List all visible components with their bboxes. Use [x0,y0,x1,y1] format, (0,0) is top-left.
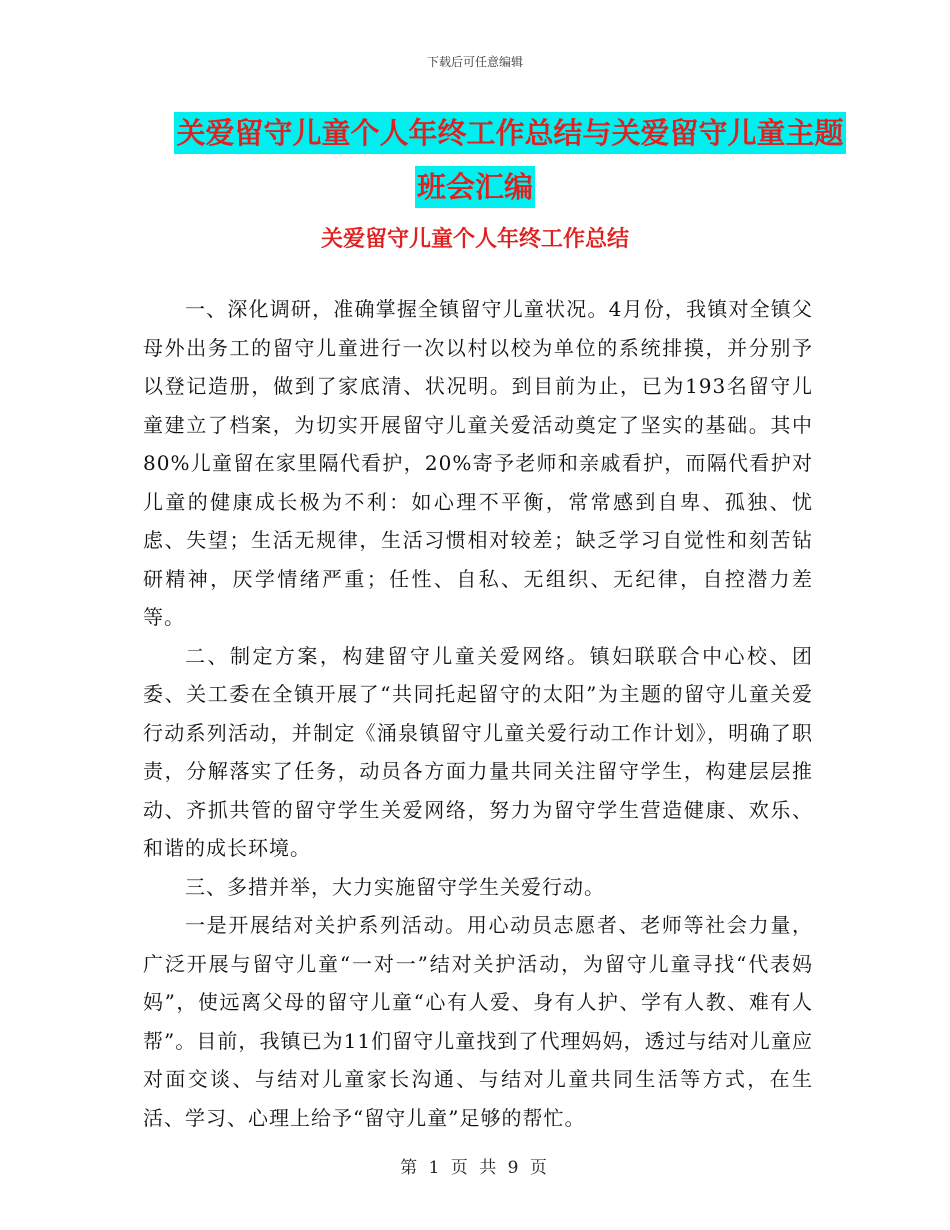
paragraph-2: 二、制定方案，构建留守儿童关爱网络。镇妇联联合中心校、团委、关工委在全镇开展了“共同托起留守的太阳”为主题的留守儿童关爱行动系列活动，并制定《涌泉镇留守儿童关爱行动工作计划》，明确了职责，分解落实了任务，动员各方面力量共同关注留守学生，构建层层推动、齐抓共管的留守学生关爱网络，努力为留守学生营造健康、欢乐、和谐的成长环境。 [143,643,813,860]
document-title [0,108,950,216]
title-line-2: 班会汇编 [415,166,535,208]
header-note: 下载后可任意编辑 [426,55,523,69]
body-text [143,290,813,1137]
paragraph-4: 一是开展结对关护系列活动。用心动员志愿者、老师等社会力量，广泛开展与留守儿童“一对一”结对关护活动，为留守儿童寻找“代表妈妈”，使远离父母的留守儿童“心有人爱、身有人护、学有人教、难有人帮”。目前，我镇已为11们留守儿童找到了代理妈妈，透过与结对儿童应对面交谈、与结对儿童家长沟通、与结对儿童共同生活等方式，在生活、学习、心理上给予“留守儿童”足够的帮忙。 [143,913,813,1130]
paragraph-1: 一、深化调研，准确掌握全镇留守儿童状况。4月份，我镇对全镇父母外出务工的留守儿童进行一次以村以校为单位的系统排摸，并分别予以登记造册，做到了家底清、状况明。到目前为止，已为193名留守儿童建立了档案，为切实开展留守儿童关爱活动奠定了坚实的基础。其中80%儿童留在家里隔代看护，20%寄予老师和亲戚看护，而隔代看护对儿童的健康成长极为不利：如心理不平衡，常常感到自卑、孤独、忧虑、失望；生活无规律，生活习惯相对较差；缺乏学习自觉性和刻苦钻研精神，厌学情绪严重；任性、自私、无组织、无纪律，自控潜力差等。 [143,297,813,629]
section-title: 关爱留守儿童个人年终工作总结 [320,227,629,252]
paragraph-3: 三、多措并举，大力实施留守学生关爱行动。 [185,874,605,899]
page-footer: 第 1 页 共 9 页 [400,1158,550,1178]
title-line-1: 关爱留守儿童个人年终工作总结与关爱留守儿童主题 [174,112,845,154]
